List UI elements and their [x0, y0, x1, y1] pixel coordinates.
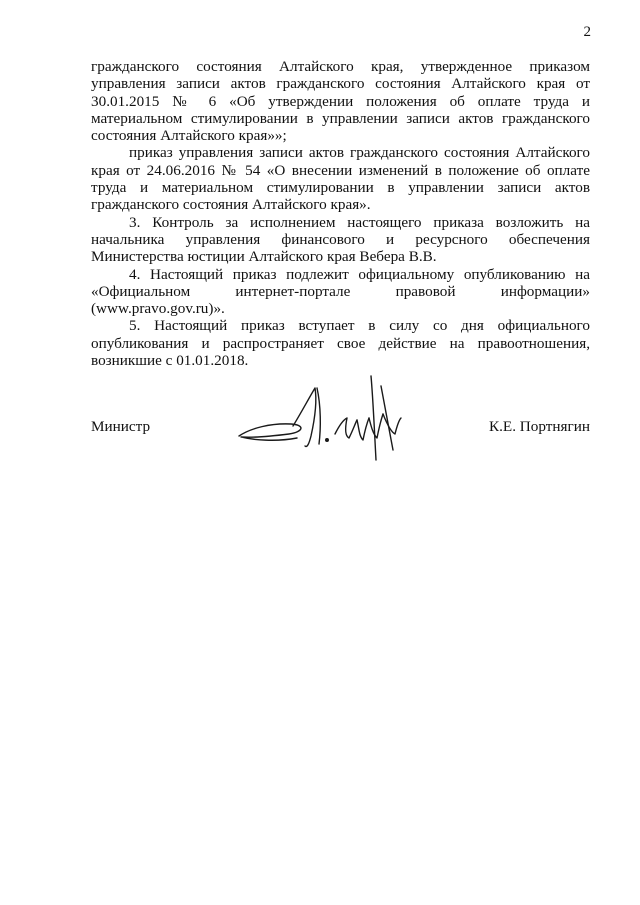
- signatory-name: К.Е. Портнягин: [489, 418, 590, 435]
- signatory-role: Министр: [91, 418, 151, 435]
- paragraph: 3. Контроль за исполнением настоящего приказа возложить на начальника управления финансового и ресурсного обеспечения Министерства юстиции Алтайского края Вебера В.В.: [91, 213, 590, 266]
- paragraph: приказ управления записи актов гражданского состояния Алтайского края от 24.06.2016 № 54 «О внесении изменений в положение об оплате труда и материальном стимулировании в управлении записи актов гражданского состояния Алтайского края».: [91, 144, 590, 214]
- handwritten-signature: [231, 368, 431, 463]
- paragraph: гражданского состояния Алтайского края, утвержденное приказом управления записи актов гражданского состояния Алтайского края от 30.01.2015 № 6 «Об утверждении положения об оплате труда и материальном стимулировании в управлении записи актов гражданского состояния Алтайского края»»;: [91, 58, 590, 145]
- paragraph: 4. Настоящий приказ подлежит официальному опубликованию на «Официальном интернет-портале правовой информации» (www.pravo.gov.ru)».: [91, 265, 590, 318]
- page-number: 2: [583, 24, 591, 40]
- signature-block: [91, 410, 590, 470]
- document-body: [91, 58, 590, 369]
- paragraph: 5. Настоящий приказ вступает в силу со дня официального опубликования и распространяет свое действие на правоотношения, возникшие с 01.01.2018.: [91, 317, 590, 370]
